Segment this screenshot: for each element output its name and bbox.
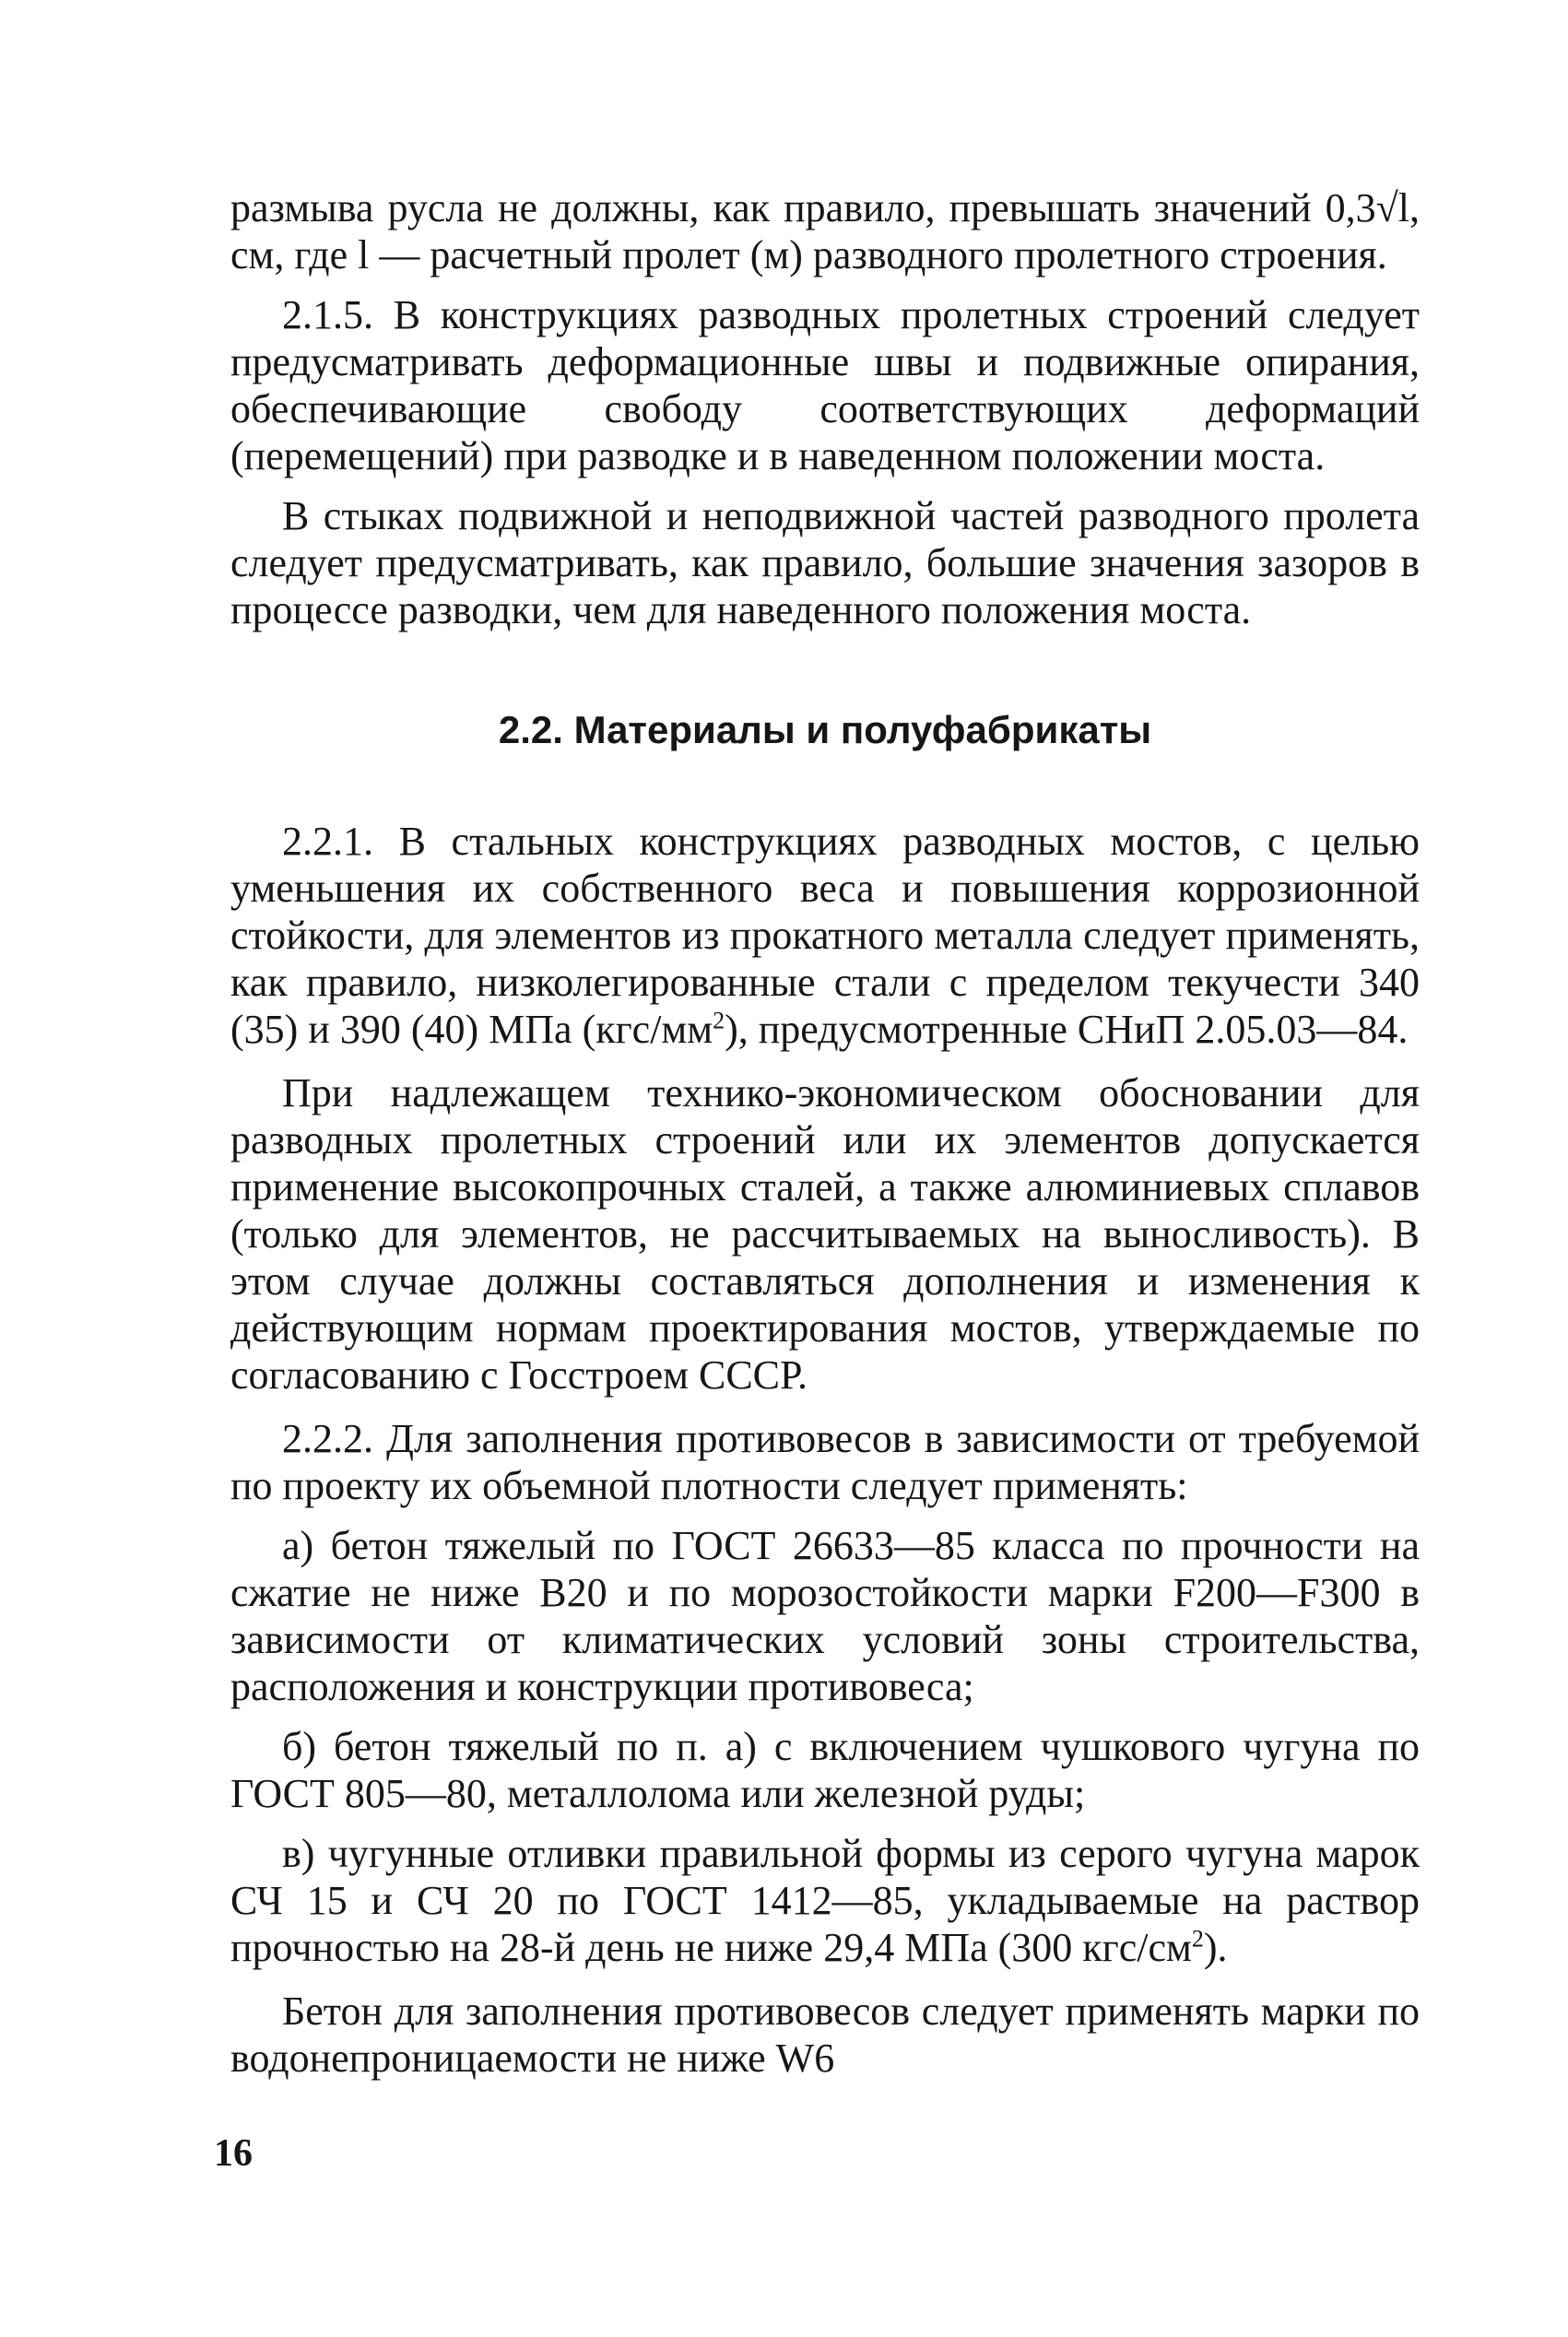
list-item-v bbox=[230, 1830, 1420, 1971]
paragraph-high-strength: При надлежащем технико-экономическом обосновании для разводных пролетных строений или их элементов допускается применение высокопрочных сталей, а также алюминиевых сплавов (только для элементов, не рассчитываемых на выносливость). В этом случае должны составляться дополнения и изменения к действующим нормам проектирования мостов, утверждаемые по согласованию с Госстроем СССР. bbox=[230, 1070, 1420, 1398]
paragraph-2-2-1-tail: ), предусмотренные СНиП 2.05.03—84. bbox=[725, 1007, 1409, 1052]
list-item-v-text: в) чугунные отливки правильной формы из серого чугуна марок СЧ 15 и СЧ 20 по ГОСТ 1412—85, укладываемые на раствор прочностью на 28-й день не ниже 29,4 МПа (300 кгс/см bbox=[230, 1831, 1420, 1970]
paragraph-2-2-1 bbox=[230, 818, 1420, 1053]
list-item-b: б) бетон тяжелый по п. а) с включением чушкового чугуна по ГОСТ 805—80, металлолома или железной руды; bbox=[230, 1724, 1420, 1816]
paragraph-2-2-2: 2.2.2. Для заполнения противовесов в зависимости от требуемой по проекту их объемной плотности следует применять: bbox=[230, 1416, 1420, 1508]
paragraph-joints: В стыках подвижной и неподвижной частей разводного пролета следует предусматривать, как правило, большие значения зазоров в процессе разводки, чем для наведенного положения моста. bbox=[230, 493, 1420, 632]
superscript-2: 2 bbox=[1191, 1925, 1204, 1953]
paragraph-2-1-5: 2.1.5. В конструкциях разводных пролетных строений следует предусматривать деформационные швы и подвижные опирания, обеспечивающие свободу соответствующих деформаций (перемещений) при разводке и в наведенном положении моста. bbox=[230, 292, 1420, 478]
section-heading: 2.2. Материалы и полуфабрикаты bbox=[498, 708, 1152, 751]
paragraph-continuation: размыва русла не должны, как правило, превышать значений 0,3√l, см, где l — расчетный пролет (м) разводного пролетного строения. bbox=[230, 185, 1420, 277]
document-page bbox=[230, 184, 1420, 2082]
page-number: 16 bbox=[214, 2132, 253, 2175]
paragraph-concrete: Бетон для заполнения противовесов следует применять марки по водонепроницаемости не ниже W6 bbox=[230, 1989, 1420, 2081]
superscript-2: 2 bbox=[713, 1007, 725, 1034]
list-item-v-tail: ). bbox=[1203, 1925, 1228, 1970]
paragraph-2-2-1-text: 2.2.1. В стальных конструкциях разводных мостов, с целью уменьшения их собственного веса и повышения коррозионной стойкости, для элементов из прокатного металла следует применять, как правило, низколегированные стали с пределом текучести 340 (35) и 390 (40) МПа (кгс/мм bbox=[230, 819, 1420, 1052]
list-item-a: а) бетон тяжелый по ГОСТ 26633—85 класса по прочности на сжатие не ниже В20 и по морозостойкости марки F200—F300 в зависимости от климатических условий зоны строительства, расположения и конструкции противовеса; bbox=[230, 1523, 1420, 1709]
